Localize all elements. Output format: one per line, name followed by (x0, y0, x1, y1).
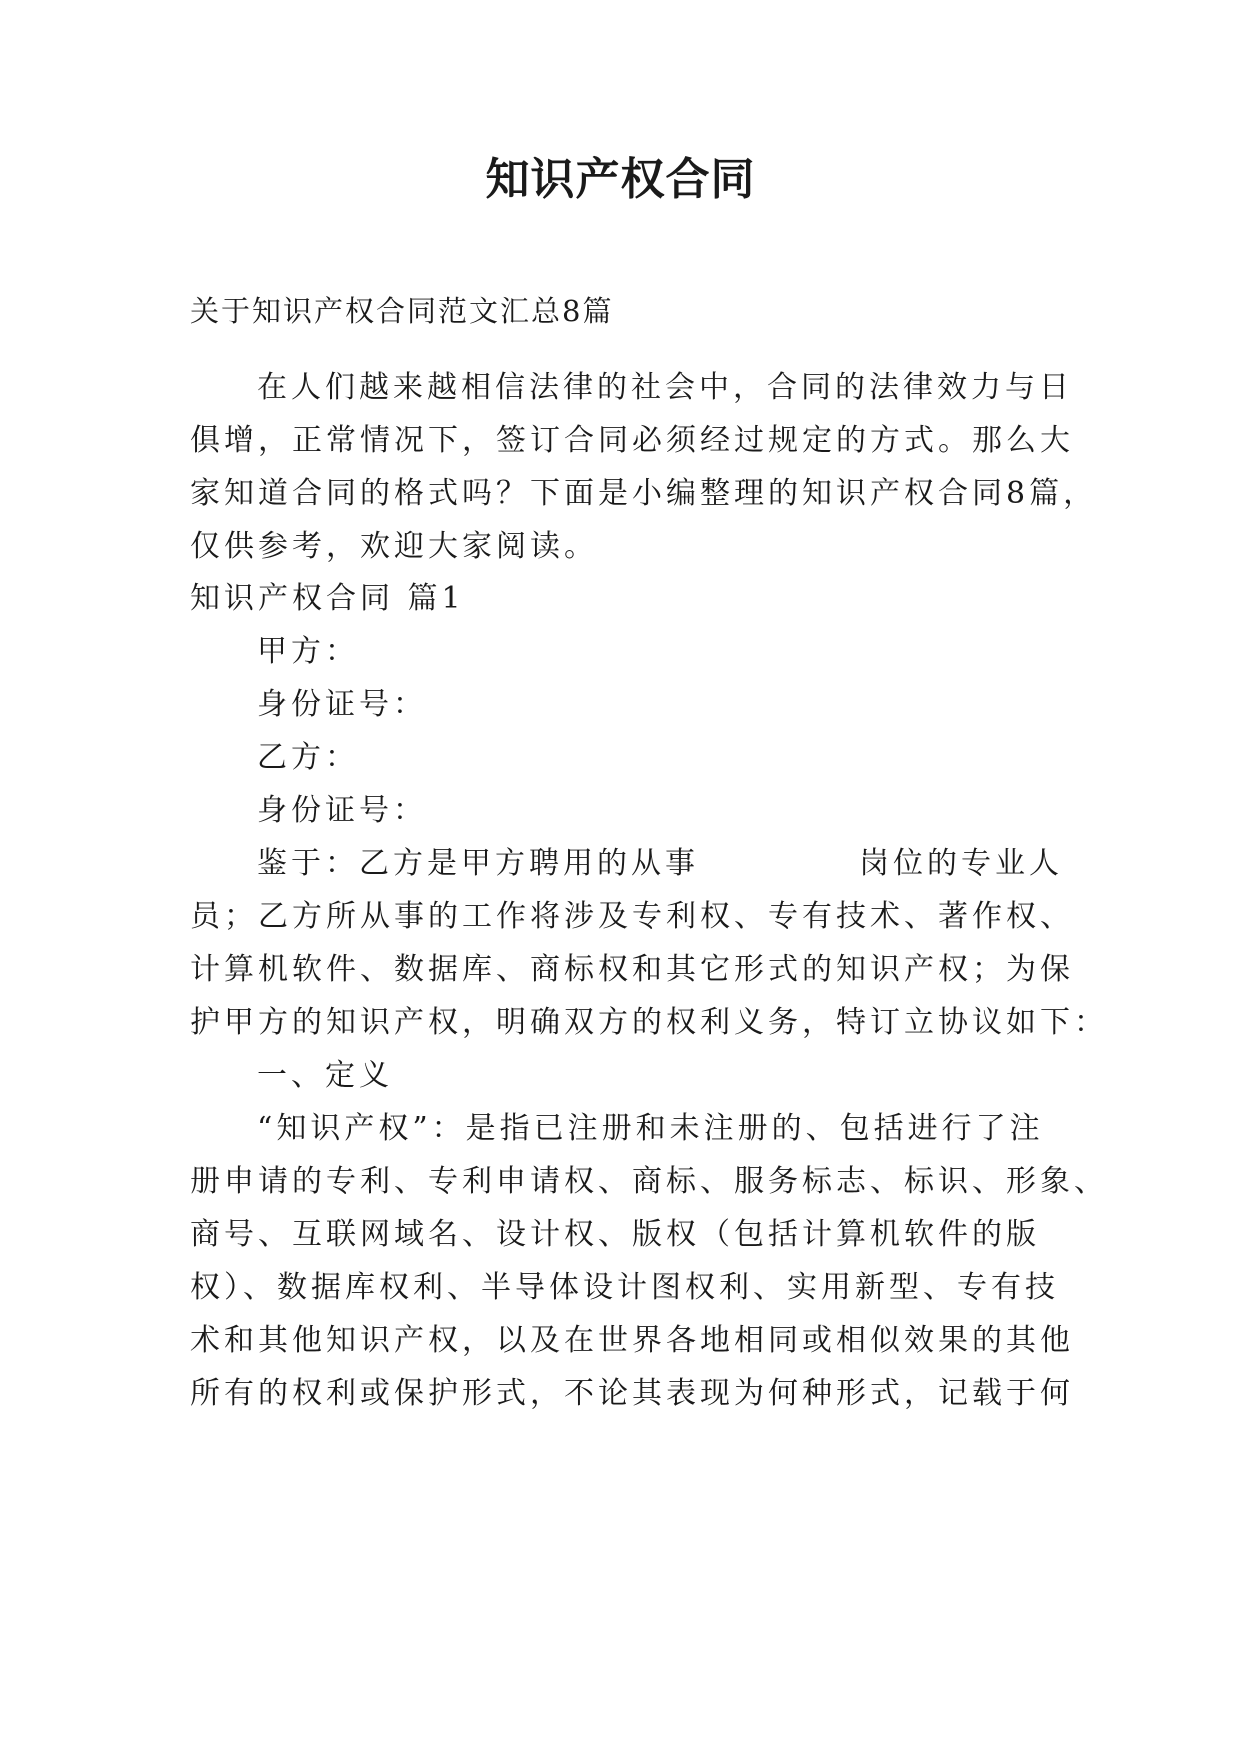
intro-line: 俱增，正常情况下，签订合同必须经过规定的方式。那么大 (190, 423, 1074, 458)
clause-line: 商号、互联网域名、设计权、版权（包括计算机软件的版 (190, 1217, 1040, 1252)
whereas-text-before-blank: 鉴于：乙方是甲方聘用的从事 (257, 846, 699, 881)
clause-line: 册申请的专利、专利申请权、商标、服务标志、标识、形象、 (190, 1164, 1108, 1199)
clause-line: 术和其他知识产权，以及在世界各地相同或相似效果的其他 (190, 1323, 1074, 1358)
whereas-text-after-blank: 岗位的专业人 (859, 846, 1063, 881)
document-title: 知识产权合同 (485, 154, 756, 205)
intro-line: 仅供参考，欢迎大家阅读。 (190, 529, 598, 564)
whereas-line: 护甲方的知识产权，明确双方的权利义务，特订立协议如下： (190, 1005, 1108, 1040)
clause-line: “知识产权”：是指已注册和未注册的、包括进行了注 (257, 1111, 1044, 1146)
whereas-line: 计算机软件、数据库、商标权和其它形式的知识产权；为保 (190, 952, 1074, 987)
party-a-id-label: 身份证号： (257, 687, 427, 722)
clause-line: 所有的权利或保护形式，不论其表现为何种形式，记载于何 (190, 1376, 1074, 1411)
clause-line: 权）、数据库权利、半导体设计图权利、实用新型、专有技 (190, 1270, 1059, 1305)
document-subtitle: 关于知识产权合同范文汇总8篇 (190, 294, 614, 328)
whereas-line: 员；乙方所从事的工作将涉及专利权、专有技术、著作权、 (190, 899, 1074, 934)
clause-heading: 一、定义 (257, 1058, 393, 1093)
party-a-label: 甲方： (257, 634, 359, 669)
intro-line: 家知道合同的格式吗？下面是小编整理的知识产权合同8篇， (190, 476, 1098, 511)
intro-line: 在人们越来越相信法律的社会中，合同的法律效力与日 (257, 370, 1073, 405)
party-b-id-label: 身份证号： (257, 793, 427, 828)
whereas-first-line (257, 843, 1063, 885)
section-heading: 知识产权合同 篇1 (190, 581, 465, 616)
party-b-label: 乙方： (257, 740, 359, 775)
